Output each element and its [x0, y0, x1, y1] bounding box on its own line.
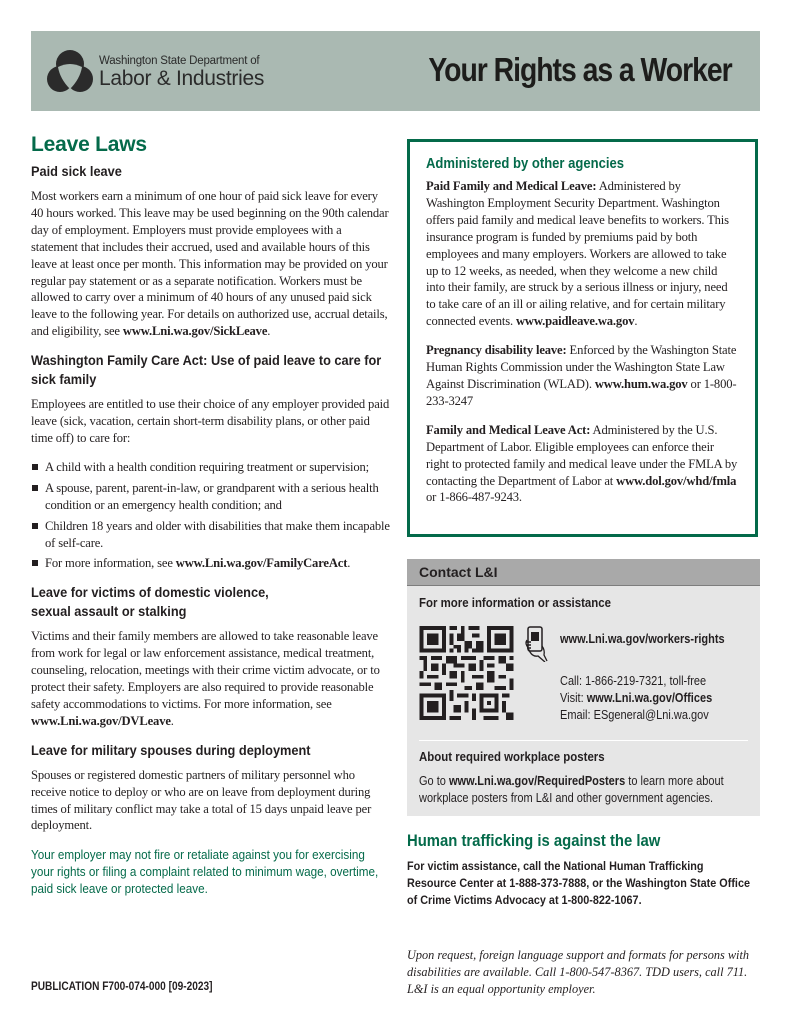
- text-end: .: [634, 314, 638, 329]
- paid-sick-leave-text: [31, 188, 391, 340]
- email-label: Email:: [560, 708, 591, 722]
- list-item: [31, 459, 391, 476]
- offices-link[interactable]: www.Lni.wa.gov/Offices: [586, 691, 713, 705]
- page-header: [31, 31, 760, 111]
- bullet-square-icon: [32, 485, 38, 491]
- org-name: [99, 54, 264, 90]
- dol-fmla-link[interactable]: www.dol.gov/whd/fmla: [616, 473, 737, 488]
- list-item: [31, 480, 391, 514]
- bullet-square-icon: [32, 523, 38, 529]
- contact-divider: [419, 740, 748, 741]
- agency-text: Administered by the U.S. Department of Labor. Eligible employees can enforce their right to protected family and medical leave under the FMLA by contacting the Department of Labor at: [426, 422, 738, 488]
- hum-link[interactable]: www.hum.wa.gov: [594, 376, 688, 391]
- contact-call: [560, 673, 712, 690]
- posters-heading: About required workplace posters: [419, 749, 605, 764]
- paid-sick-body: Most workers earn a minimum of one hour of paid sick leave for every 40 hours worked. This leave may be used beginning on the 90th calendar day of employment. Employers must provide employees with a statement that includes their accrued, used and available hours of this leave at least once per month. This information may be provided on your regular pay statement or as a separate notification. Workers must be allowed to carry over a minimum of 40 hours of any unused paid sick leave to the following year. For details on authorized use, accrual details, and eligibility, see: [31, 189, 389, 339]
- contact-box: [407, 559, 760, 816]
- text-end: or 1-800-233-3247: [426, 376, 737, 408]
- bullet-square-icon: [32, 464, 38, 470]
- list-item-text: A child with a health condition requiring treatment or supervision;: [45, 459, 369, 474]
- call-label: Call:: [560, 674, 583, 688]
- agency-text: Administered by Washington Employment Security Department. Washington offers paid family and medical leave benefits to workers. This insurance program is funded by premiums paid by both employees and many employers. Workers are allowed to take up to 12 weeks, as needed, when they welcome a new child into their family, are struck by a serious illness or injury, need to take care of an ill or ailing relative, and for certain military connected events.: [426, 179, 729, 329]
- agency-label: Paid Family and Medical Leave:: [426, 179, 597, 193]
- agency-label: Family and Medical Leave Act:: [426, 422, 591, 437]
- paidleave-link[interactable]: www.paidleave.wa.gov: [515, 314, 635, 329]
- leave-laws-column: [31, 133, 391, 897]
- org-name-line2: Labor & Industries: [99, 67, 265, 90]
- other-agencies-title: Administered by other agencies: [426, 156, 624, 172]
- dv-leave-text: [31, 628, 391, 729]
- heading-family-care-act: Washington Family Care Act: Use of paid leave to care for sick family: [31, 353, 382, 389]
- heading-military-leave: Leave for military spouses during deployment: [31, 742, 311, 759]
- qr-code-icon[interactable]: [419, 626, 514, 720]
- contact-subheading: For more information or assistance: [419, 595, 611, 610]
- posters-prefix: Go to: [419, 774, 449, 788]
- contact-email: [560, 707, 712, 724]
- page-title: Your Rights as a Worker: [428, 51, 732, 88]
- phone-scan-icon: [525, 626, 549, 662]
- agency-item-fmla: [426, 422, 739, 507]
- agency-item-pfml: [426, 178, 739, 330]
- family-care-act-link[interactable]: www.Lni.wa.gov/FamilyCareAct: [175, 556, 348, 571]
- retaliation-notice: Your employer may not fire or retaliate against you for exercising your rights or filing a complaint related to minimum wage, overtime, paid sick leave or protected leave.: [31, 847, 379, 897]
- workers-rights-link[interactable]: www.Lni.wa.gov/workers-rights: [560, 632, 725, 646]
- agency-label: Pregnancy disability leave:: [426, 343, 567, 358]
- text-end: .: [267, 324, 271, 339]
- human-trafficking-text: For victim assistance, call the National Human Trafficking Resource Center at 1-888-373-7888, or the Washington State Office of Crime Victims Advocacy at 1-800-822-1067.: [407, 859, 750, 907]
- heading-paid-sick-leave: Paid sick leave: [31, 164, 122, 180]
- dv-leave-link[interactable]: www.Lni.wa.gov/DVLeave: [31, 713, 171, 728]
- bullet-square-icon: [32, 560, 38, 566]
- lni-logo-icon: [47, 49, 93, 95]
- list-item: [31, 518, 391, 552]
- family-care-list: [31, 459, 391, 572]
- text-end: or 1-866-487-9243.: [426, 490, 522, 505]
- contact-visit: [560, 690, 712, 707]
- text-end: .: [347, 556, 351, 571]
- sick-leave-link[interactable]: www.Lni.wa.gov/SickLeave: [122, 324, 268, 339]
- contact-header: Contact L&I: [407, 559, 760, 586]
- dv-leave-body: Victims and their family members are allowed to take reasonable leave from work for legal or law enforcement assistance, medical treatment, counseling, relocation, meetings with their crime victim advocate, or to protect their safety. Employers are also required to provide reasonable safety accommodations to victims. For more information, see: [31, 629, 380, 711]
- required-posters-link[interactable]: www.Lni.wa.gov/RequiredPosters: [448, 774, 626, 788]
- family-care-text: Employees are entitled to use their choice of any employer provided paid leave (sick, vacation, certain short-term disability plans, or other paid time off) to care for:: [31, 397, 390, 445]
- accessibility-disclaimer: Upon request, foreign language support and formats for persons with disabilities are available. Call 1-800-547-8367. TDD users, call 711. L&I is an equal opportunity employer.: [407, 948, 750, 996]
- list-item: [31, 555, 391, 572]
- call-number[interactable]: 1-866-219-7321, toll-free: [585, 674, 707, 688]
- military-leave-text: Spouses or registered domestic partners of military personnel who receive notice to deploy or who are on leave from deployment during times of military conflict may take a total of 15 days unpaid leave per deployment.: [31, 767, 372, 833]
- posters-suffix: to learn more about workplace posters from L&I and other government agencies.: [419, 774, 724, 805]
- publication-number: PUBLICATION F700-074-000 [09-2023]: [31, 981, 213, 993]
- list-item-text: Children 18 years and older with disabilities that make them incapable of self-care.: [45, 518, 390, 550]
- visit-label: Visit:: [560, 691, 584, 705]
- other-agencies-box: [407, 139, 758, 537]
- human-trafficking-title: Human trafficking is against the law: [407, 832, 661, 850]
- email-link[interactable]: ESgeneral@Lni.wa.gov: [593, 708, 709, 722]
- agency-text: Enforced by the Washington State Human Rights Commission under the Washington State Law Against Discrimination (WLAD).: [426, 343, 737, 391]
- agency-item-pregnancy: [426, 342, 739, 410]
- list-item-text: A spouse, parent, parent-in-law, or grandparent with a serious health condition or an emergency health condition; and: [45, 480, 379, 512]
- section-title-leave-laws: Leave Laws: [31, 133, 147, 156]
- org-name-line1: Washington State Department of: [99, 55, 260, 67]
- posters-text: [419, 773, 753, 807]
- text-end: .: [170, 713, 174, 728]
- heading-dv-leave: Leave for victims of domestic violence, sexual assault or stalking: [31, 585, 269, 621]
- list-item-text: For more information, see: [45, 556, 176, 571]
- contact-details: [560, 673, 712, 724]
